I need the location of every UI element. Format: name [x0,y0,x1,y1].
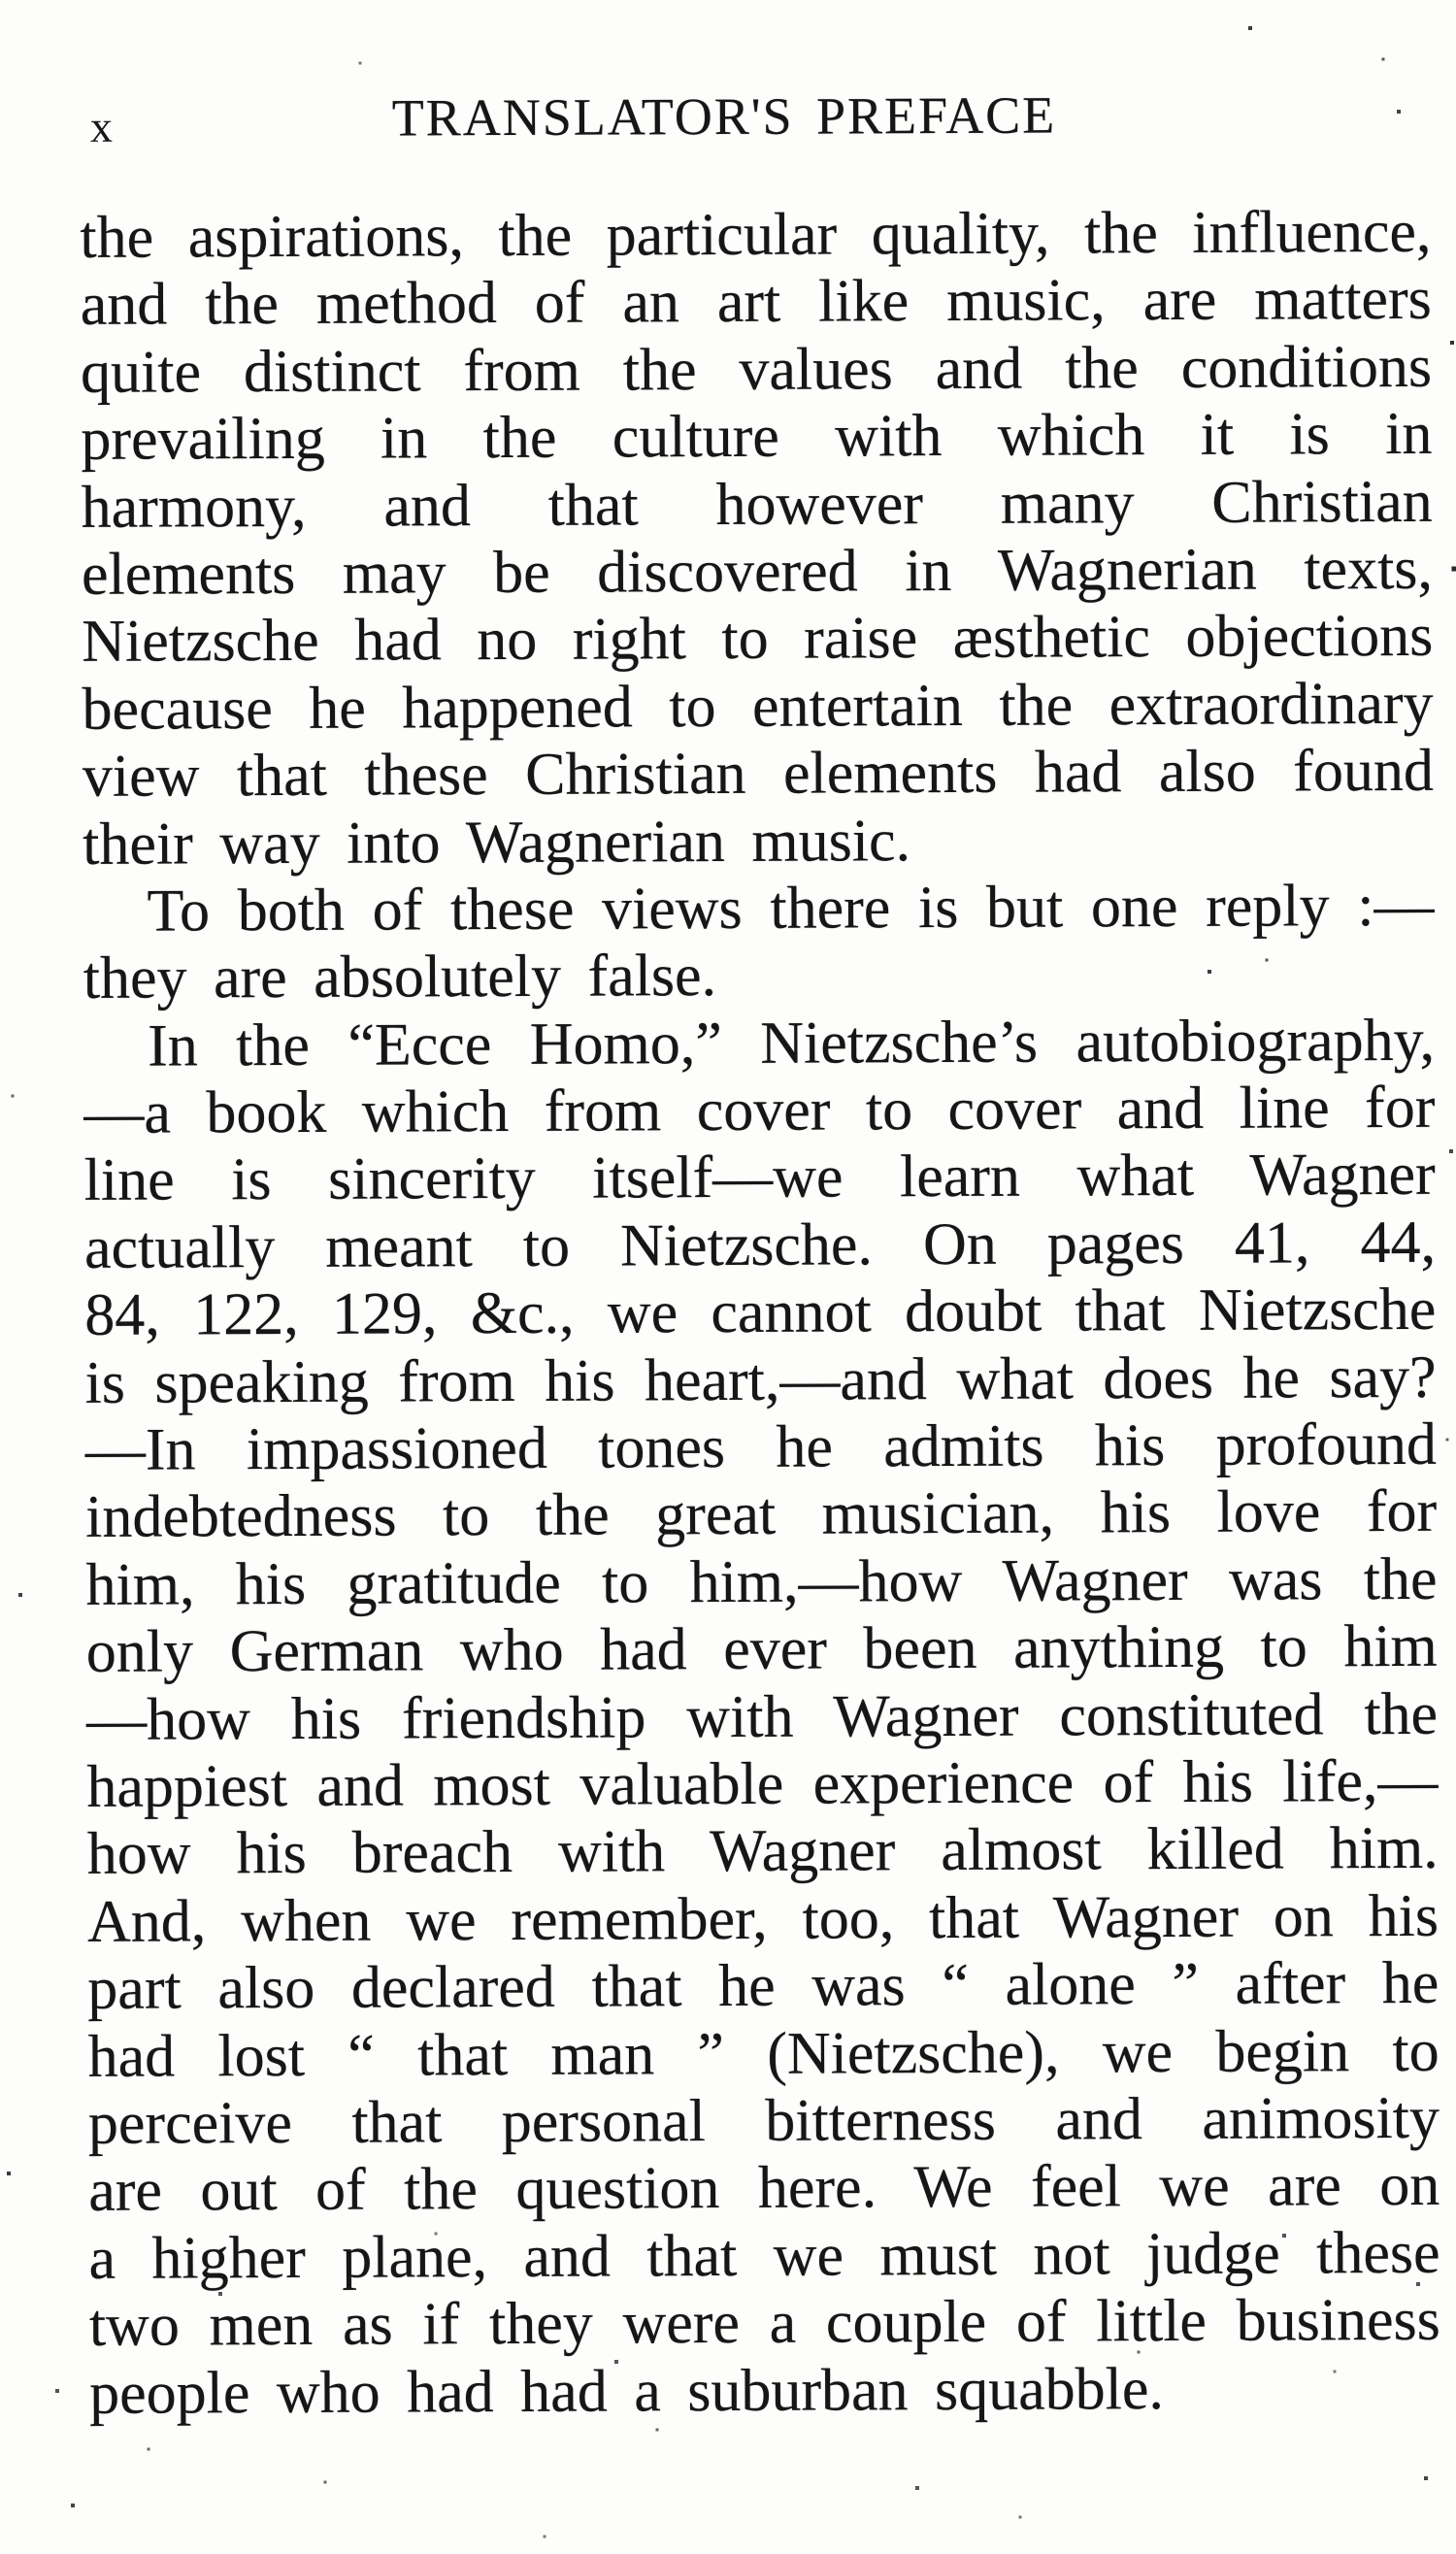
text-line: part also declared that he was “ alone ” after he [87,1949,1439,2023]
text-line: how his breach with Wagner almost killed him. [86,1815,1439,1888]
text-line: elements may be discovered in Wagnerian texts, [81,535,1434,608]
text-line: their way into Wagnerian music. [83,807,911,878]
text-line: line is sincerity itself—we learn what Wagner [83,1142,1436,1214]
text-line: two men as if they were a couple of little business [88,2286,1440,2359]
text-line: prevailing in the culture with which it is in [81,401,1433,474]
running-head: TRANSLATOR'S PREFACE [391,85,1057,148]
text-line: actually meant to Nietzsche. On pages 41, 44, [83,1209,1437,1281]
body-text [80,199,1440,2428]
text-line: are out of the question here. We feel we are on [88,2152,1440,2225]
text-line: —In impassioned tones he admits his profound [84,1410,1438,1483]
page-number: x [89,101,116,151]
text-line: —a book which from cover to cover and line for [83,1074,1436,1146]
text-line: And, when we remember, too, that Wagner on his [86,1882,1439,1955]
text-line: and the method of an art like music, are matters [80,266,1432,339]
text-line: him, his gratitude to him,—how Wagner was the [85,1545,1438,1618]
text-line: To both of these views there is but one reply :— [147,872,1435,945]
text-line: happiest and most valuable experience of his life,— [86,1747,1439,1820]
text-line: —how his friendship with Wagner constituted the [85,1680,1439,1753]
text-line: In the “Ecce Homo,” Nietzsche’s autobiography, [147,1007,1436,1079]
page-header [0,87,1452,162]
scan-noise [0,0,2,2]
text-line: the aspirations, the particular quality, the influence, [80,198,1432,271]
text-line: people who had had a suburban squabble. [89,2355,1165,2427]
text-line: they are absolutely false. [83,943,717,1012]
text-line: had lost “ that man ” (Nietzsche), we begin to [87,2017,1439,2090]
text-line: because he happened to entertain the extraordinary [82,670,1434,743]
text-line: quite distinct from the values and the conditions [80,333,1433,406]
text-line: Nietzsche had no right to raise æsthetic objections [82,603,1434,676]
text-line: perceive that personal bitterness and animosity [87,2084,1440,2157]
text-line: is speaking from his heart,—and what does he say? [84,1343,1437,1416]
text-line: harmony, and that however many Christian [81,468,1433,541]
text-line: a higher plane, and that we must not judge these [88,2219,1440,2292]
text-line: 84, 122, 129, &c., we cannot doubt that Nietzsche [84,1277,1437,1349]
text-line: view that these Christian elements had also found [82,737,1435,811]
text-line: only German who had ever been anything to him [85,1613,1438,1686]
text-line: indebtedness to the great musician, his love for [85,1478,1438,1551]
